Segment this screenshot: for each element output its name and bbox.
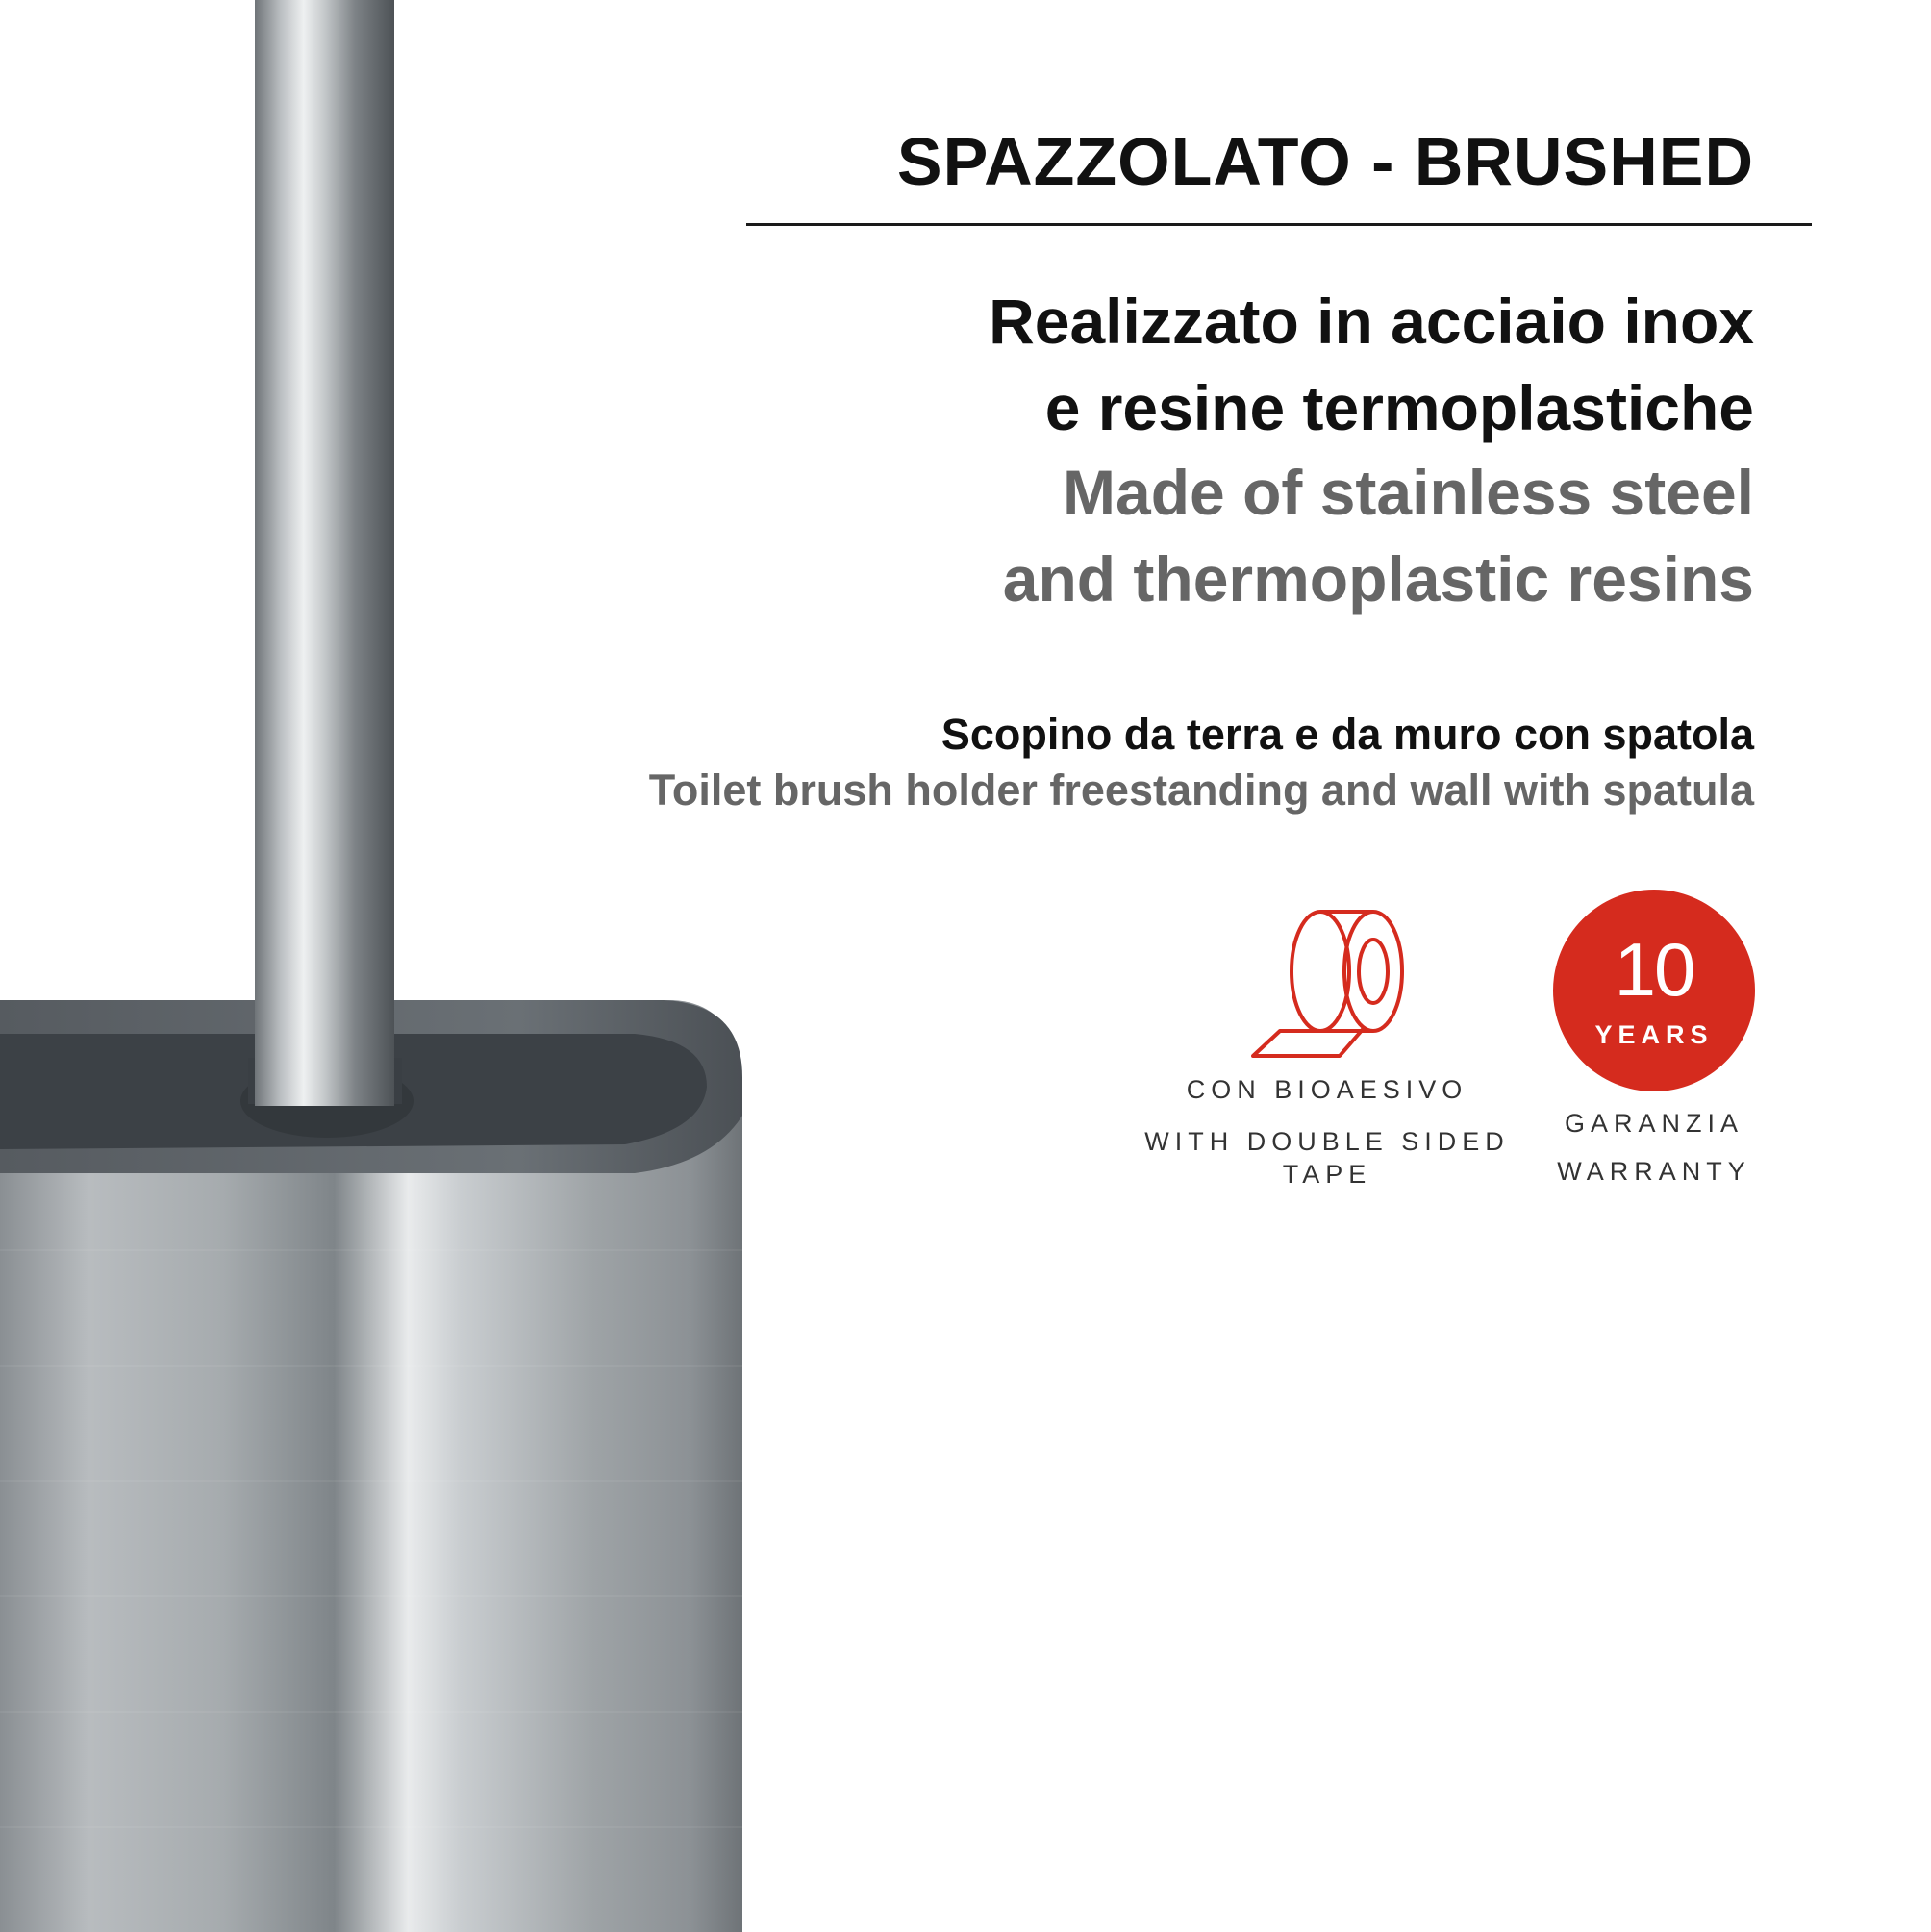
warranty-label-en: WARRANTY xyxy=(1557,1157,1751,1186)
product-description-it: Scopino da terra e da muro con spatola xyxy=(940,710,1754,759)
material-en-line-1: Made of stainless steel xyxy=(1063,457,1754,528)
warranty-years-unit: YEARS xyxy=(1594,1020,1714,1049)
finish-heading: SPAZZOLATO - BRUSHED xyxy=(896,124,1754,199)
product-description-en: Toilet brush holder freestanding and wall with spatula xyxy=(648,765,1754,815)
heading-divider xyxy=(746,223,1812,226)
product-photo xyxy=(0,0,769,1932)
double-sided-tape-feature xyxy=(1135,894,1519,1202)
material-en-line-2: and thermoplastic resins xyxy=(1002,543,1754,615)
material-it-line-2: e resine termoplastiche xyxy=(1044,372,1754,443)
warranty-feature xyxy=(1529,890,1779,1197)
tape-label-en: WITH DOUBLE SIDED TAPE xyxy=(1144,1127,1510,1189)
warranty-years-number: 10 xyxy=(1614,927,1694,1012)
warranty-label-it: GARANZIA xyxy=(1564,1109,1744,1138)
tape-label-it: CON BIOAESIVO xyxy=(1186,1075,1468,1104)
warranty-badge xyxy=(1553,890,1755,1091)
material-it-line-1: Realizzato in acciaio inox xyxy=(989,286,1754,357)
tape-roll-icon xyxy=(1243,894,1412,1063)
